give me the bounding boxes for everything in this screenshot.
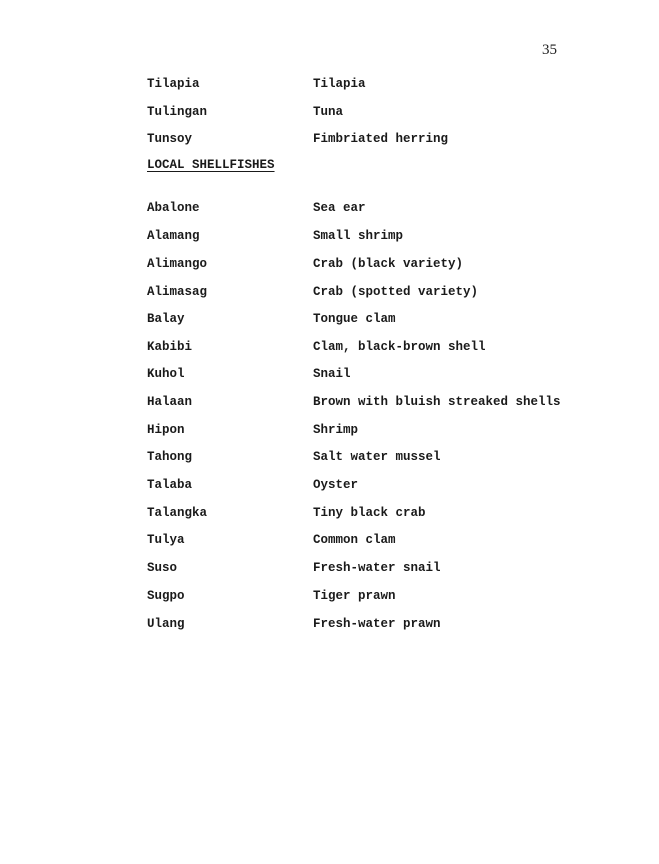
local-name: Alimasag <box>147 285 208 299</box>
table-row <box>0 226 659 246</box>
english-name: Snail <box>313 367 351 381</box>
english-name: Tongue clam <box>313 312 396 326</box>
table-row <box>0 475 659 495</box>
english-name: Tuna <box>313 105 344 119</box>
local-name: Kuhol <box>147 367 185 381</box>
table-row <box>0 102 659 122</box>
english-name: Brown with bluish streaked shells <box>313 395 561 409</box>
english-name: Fimbriated herring <box>313 132 449 146</box>
table-row <box>0 364 659 384</box>
local-name: Talaba <box>147 478 193 492</box>
table-row <box>0 254 659 274</box>
table-row <box>0 198 659 218</box>
english-name: Small shrimp <box>313 229 404 243</box>
local-name: Ulang <box>147 617 185 631</box>
table-row <box>0 558 659 578</box>
local-name: Tunsoy <box>147 132 193 146</box>
local-name: Alimango <box>147 257 208 271</box>
english-name: Salt water mussel <box>313 450 441 464</box>
local-name: Balay <box>147 312 185 326</box>
table-row <box>0 282 659 302</box>
english-name: Tiger prawn <box>313 589 396 603</box>
local-name: Tulya <box>147 533 185 547</box>
table-row <box>0 420 659 440</box>
local-name: Kabibi <box>147 340 193 354</box>
local-name: Halaan <box>147 395 193 409</box>
english-name: Crab (black variety) <box>313 257 464 271</box>
english-name: Oyster <box>313 478 359 492</box>
english-name: Tilapia <box>313 77 366 91</box>
english-name: Crab (spotted variety) <box>313 285 479 299</box>
local-name: Tulingan <box>147 105 208 119</box>
local-name: Tahong <box>147 450 193 464</box>
table-row <box>0 530 659 550</box>
table-row <box>0 586 659 606</box>
english-name: Tiny black crab <box>313 506 426 520</box>
table-row <box>0 614 659 634</box>
english-name: Fresh-water snail <box>313 561 441 575</box>
table-row <box>0 392 659 412</box>
table-row <box>0 74 659 94</box>
local-name: Alamang <box>147 229 200 243</box>
page-number: 35 <box>542 42 557 58</box>
local-name: Talangka <box>147 506 208 520</box>
local-name: Abalone <box>147 201 200 215</box>
local-name: Tilapia <box>147 77 200 91</box>
table-row <box>0 337 659 357</box>
table-row <box>0 447 659 467</box>
local-name: Suso <box>147 561 178 575</box>
section-heading: LOCAL SHELLFISHES <box>147 158 275 172</box>
english-name: Fresh-water prawn <box>313 617 441 631</box>
english-name: Common clam <box>313 533 396 547</box>
table-row <box>0 503 659 523</box>
local-name: Hipon <box>147 423 185 437</box>
table-row <box>0 309 659 329</box>
english-name: Clam, black-brown shell <box>313 340 486 354</box>
local-name: Sugpo <box>147 589 185 603</box>
table-row <box>0 129 659 149</box>
english-name: Sea ear <box>313 201 366 215</box>
english-name: Shrimp <box>313 423 359 437</box>
